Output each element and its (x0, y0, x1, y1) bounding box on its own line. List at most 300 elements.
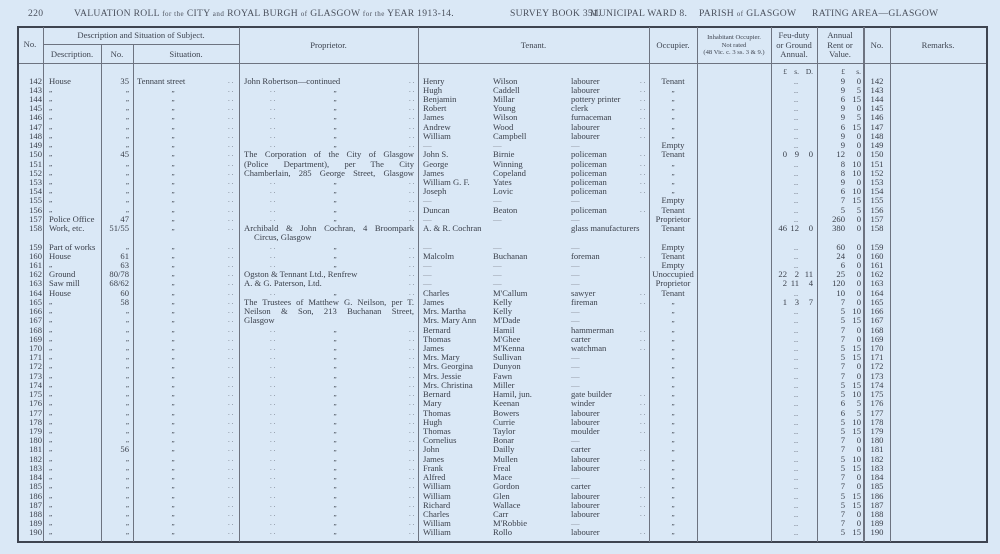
entry-number: 186 (29, 490, 42, 501)
situation: „ (171, 362, 175, 371)
street-number: „ (125, 427, 129, 435)
rent-pounds: 10 (836, 287, 845, 298)
leader-dots (228, 362, 233, 371)
leader-dots (640, 160, 645, 169)
entry-number-right: 169 (870, 333, 884, 344)
street-number: „ (125, 399, 129, 408)
rent-pounds: 6 (840, 398, 845, 409)
page-number: 220 (28, 8, 44, 19)
occupier-status: „ (671, 510, 675, 519)
description: „ (49, 177, 53, 186)
feu-duty-none: .. (793, 527, 799, 538)
tenant-occupation: carter (571, 444, 591, 455)
rent-shillings: 0 (856, 176, 861, 187)
table-top-border (17, 26, 988, 28)
tenant-surname: Mullen (493, 453, 518, 464)
street-number: „ (125, 343, 129, 352)
feu-duty-none: .. (793, 342, 799, 353)
header-no-right: No. (870, 40, 884, 50)
rent-shillings: 0 (856, 149, 861, 160)
street-number: 68/62 (109, 278, 129, 289)
entry-number: 143 (29, 84, 42, 95)
rent-pounds: 9 (840, 130, 845, 141)
header-inhabitant-occupier (697, 34, 771, 57)
occupier-status: „ (671, 491, 675, 500)
situation: „ (171, 325, 175, 334)
leader-dots (409, 279, 414, 288)
situation: „ (171, 205, 175, 214)
leader-dots (228, 123, 233, 132)
feu-duty-none: .. (793, 426, 799, 436)
tenant-first-name: George (423, 158, 449, 169)
street-number: „ (125, 454, 129, 463)
entry-number: 157 (29, 213, 42, 224)
rent-shillings: 15 (852, 121, 861, 132)
situation: „ (171, 168, 175, 177)
leader-dots (640, 390, 645, 399)
entry-number-right: 164 (870, 287, 884, 298)
title-part: YEAR 1913-14. (387, 8, 454, 19)
leader-dots (270, 418, 275, 427)
entry-number: 175 (29, 389, 42, 400)
table-row (0, 528, 1000, 537)
leader-dots (228, 344, 233, 353)
rent-shillings: 10 (852, 453, 861, 464)
tenant-surname: — (493, 241, 502, 252)
rent-pounds: 7 (840, 472, 845, 483)
header-line: (48 Vic. c. 3 ss. 3 & 9.) (703, 49, 765, 57)
entry-number-right: 167 (870, 315, 884, 326)
street-number: „ (125, 307, 129, 316)
rent-pounds: 5 (840, 352, 845, 363)
tenant-first-name: William (423, 490, 451, 501)
feu-duty-pounds: 2 (782, 278, 787, 289)
leader-dots (409, 326, 414, 335)
feu-duty-none: .. (793, 435, 799, 446)
leader-dots (409, 519, 414, 528)
leader-dots (228, 224, 233, 233)
tenant-occupation: sawyer (571, 287, 596, 298)
street-number: „ (125, 500, 129, 509)
entry-number-right: 176 (870, 398, 884, 409)
leader-dots (228, 150, 233, 159)
street-number: „ (125, 104, 129, 113)
feu-duty-shillings: 3 (794, 296, 799, 307)
leader-dots (640, 289, 645, 298)
entry-number-right: 188 (870, 509, 884, 520)
occupier-status: „ (671, 528, 675, 537)
occupier-status: „ (671, 122, 675, 131)
leader-dots (640, 113, 645, 122)
header-tenant: Tenant. (520, 40, 547, 50)
situation: „ (171, 334, 175, 343)
leader-dots (640, 418, 645, 427)
proprietor-name: „ (333, 371, 337, 380)
leader-dots (409, 409, 414, 418)
rent-pounds: 12 (836, 149, 845, 160)
proprietor-name: „ (333, 353, 337, 362)
tenant-occupation: labourer (571, 499, 600, 510)
rent-pounds: 5 (840, 499, 845, 510)
entry-number-right: 179 (870, 426, 884, 436)
feu-duty-none: .. (793, 75, 799, 86)
tenant-occupation: labourer (571, 527, 600, 538)
description: „ (49, 168, 53, 177)
leader-dots (640, 492, 645, 501)
tenant-first-name: Bernard (423, 324, 451, 335)
tenant-surname: Rollo (493, 527, 513, 538)
feu-duty-none: .. (793, 213, 799, 224)
leader-dots (228, 335, 233, 344)
occupier-status: Tenant (661, 287, 685, 298)
occupier-status: „ (671, 316, 675, 325)
leader-dots (409, 261, 414, 270)
street-number: „ (125, 187, 129, 196)
situation: „ (171, 343, 175, 352)
proprietor-name: (Police Department), per The City (244, 158, 414, 169)
tenant-occupation: gate builder (571, 389, 612, 400)
rent-shillings: 0 (856, 509, 861, 520)
title-part: for the (362, 10, 385, 18)
description: „ (49, 353, 53, 362)
proprietor-name: „ (333, 205, 337, 214)
proprietor-name: „ (333, 113, 337, 122)
tenant-first-name: Andrew (423, 121, 451, 132)
title-part: CITY (186, 8, 211, 19)
entry-number: 174 (29, 379, 42, 390)
tenant-first-name: Mrs. Christina (423, 379, 473, 390)
entry-number: 155 (29, 195, 42, 206)
leader-dots (640, 187, 645, 196)
entry-number-right: 175 (870, 389, 884, 400)
rent-shillings: 15 (852, 426, 861, 436)
entry-number: 148 (29, 130, 42, 141)
description: Saw mill (49, 278, 80, 289)
rent-shillings: 15 (852, 315, 861, 326)
leader-dots (270, 335, 275, 344)
entry-number: 171 (29, 352, 42, 363)
feu-duty-none: .. (793, 158, 799, 169)
tenant-first-name: Mrs. Mary (423, 352, 460, 363)
proprietor-name: „ (333, 399, 337, 408)
feu-duty-pounds: 46 (778, 223, 787, 234)
leader-dots (228, 160, 233, 169)
street-number: „ (125, 417, 129, 426)
header-line: Rent or (827, 39, 853, 50)
leader-dots (409, 243, 414, 252)
occupier-status: „ (671, 399, 675, 408)
description: Work, etc. (49, 223, 85, 234)
tenant-surname: — (493, 269, 502, 280)
rent-pounds: 5 (840, 416, 845, 427)
leader-dots (228, 455, 233, 464)
tenant-first-name: Charles (423, 287, 450, 298)
leader-dots (270, 123, 275, 132)
rent-shillings: 15 (852, 379, 861, 390)
situation: „ (171, 159, 175, 168)
feu-duty-none: .. (793, 103, 799, 114)
leader-dots (228, 77, 233, 86)
entry-number: 156 (29, 204, 42, 215)
tenant-first-name: Charles (423, 509, 450, 520)
feu-pence-unit: D. (805, 67, 813, 76)
feu-duty-none: .. (793, 186, 799, 197)
situation: „ (171, 270, 175, 279)
proprietor-name: The Corporation of the City of Glasgow (244, 149, 414, 160)
title-part: GLASGOW (310, 8, 361, 19)
header-divider (17, 63, 988, 64)
street-number: „ (125, 519, 129, 528)
occupier-status: „ (671, 362, 675, 371)
rent-shillings: 0 (856, 140, 861, 151)
leader-dots (640, 104, 645, 113)
leader-dots (640, 445, 645, 454)
street-number: 47 (120, 213, 129, 224)
leader-dots (409, 528, 414, 537)
situation: „ (171, 224, 175, 233)
proprietor-name: „ (333, 510, 337, 519)
rent-shillings: 15 (852, 490, 861, 501)
description: „ (49, 390, 53, 399)
leader-dots (270, 104, 275, 113)
proprietor-name: „ (333, 427, 337, 435)
entry-number: 165 (29, 296, 42, 307)
header-description-group: Description and Situation of Subject. (77, 30, 205, 40)
description: „ (49, 113, 53, 122)
leader-dots (228, 104, 233, 113)
parish-part: GLASGOW (746, 8, 797, 19)
street-number: 61 (120, 250, 129, 261)
table-bottom-border (17, 541, 988, 543)
street-number: „ (125, 463, 129, 472)
leader-dots (640, 510, 645, 519)
rent-shillings: 0 (856, 241, 861, 252)
rent-pounds: 7 (840, 370, 845, 381)
leader-dots (270, 445, 275, 454)
description: „ (49, 371, 53, 380)
occupier-status: „ (671, 343, 675, 352)
tenant-occupation: labourer (571, 509, 600, 520)
entry-number: 181 (29, 444, 42, 455)
description: Police Office (49, 213, 95, 224)
leader-dots (640, 344, 645, 353)
tenant-occupation: — (571, 518, 580, 529)
proprietor-name: „ (333, 454, 337, 463)
rent-pounds: 260 (832, 213, 845, 224)
tenant-first-name: — (423, 241, 432, 252)
rent-pounds: 8 (840, 167, 845, 178)
feu-duty-none: .. (793, 352, 799, 363)
rent-pounds: 6 (840, 407, 845, 418)
occupier-status: „ (671, 307, 675, 316)
occupier-status: „ (671, 408, 675, 417)
header-proprietor: Proprietor. (310, 40, 347, 50)
leader-dots (270, 455, 275, 464)
proprietor-name: „ (333, 445, 337, 454)
occupier-status: „ (671, 113, 675, 122)
entry-number-right: 165 (870, 296, 884, 307)
entry-number: 166 (29, 306, 42, 317)
street-number: „ (125, 390, 129, 399)
situation: „ (171, 288, 175, 297)
rent-shillings: 15 (852, 352, 861, 363)
feu-duty-none: .. (793, 93, 799, 104)
feu-duty-none: .. (793, 315, 799, 326)
tenant-surname: Wilson (493, 112, 518, 123)
rent-pounds: 5 (840, 389, 845, 400)
entry-number-right: 159 (870, 241, 884, 252)
rent-pounds: 7 (840, 324, 845, 335)
leader-dots (270, 492, 275, 501)
rent-shillings: 15 (852, 499, 861, 510)
leader-dots (640, 409, 645, 418)
feu-duty-pence: 4 (808, 278, 813, 289)
tenant-surname: Dailly (493, 444, 515, 455)
tenant-surname: Birnie (493, 149, 515, 160)
leader-dots (409, 390, 414, 399)
tenant-occupation: policeman (571, 204, 607, 215)
rent-shillings: 15 (852, 195, 861, 206)
tenant-surname: M'Robbie (493, 518, 528, 529)
header-situation: Situation. (169, 49, 203, 59)
entry-number-right: 173 (870, 370, 884, 381)
feu-duty-pence: 0 (808, 149, 813, 160)
entry-number: 163 (29, 278, 42, 289)
leader-dots (640, 455, 645, 464)
rent-pounds: 5 (840, 462, 845, 473)
tenant-first-name: James (423, 112, 445, 123)
proprietor-name: „ (333, 260, 337, 269)
leader-dots (409, 455, 414, 464)
leader-dots (409, 206, 414, 215)
situation: „ (171, 519, 175, 528)
rent-pounds: 6 (840, 121, 845, 132)
leader-dots (640, 326, 645, 335)
feu-duty-none: .. (793, 130, 799, 141)
occupier-status: „ (671, 104, 675, 113)
tenant-first-name: Mrs. Georgina (423, 361, 473, 372)
situation: „ (171, 436, 175, 445)
proprietor-name: „ (333, 242, 337, 251)
tenant-surname: Beaton (493, 204, 518, 215)
leader-dots (228, 353, 233, 362)
leader-dots (270, 95, 275, 104)
description: „ (49, 316, 53, 325)
leader-dots (228, 316, 233, 325)
leader-dots (640, 95, 645, 104)
feu-duty-pence: 7 (808, 296, 813, 307)
leader-dots (228, 482, 233, 491)
situation: „ (171, 196, 175, 205)
situation: Tennant street (137, 75, 186, 86)
rent-shillings: 10 (852, 389, 861, 400)
entry-number: 180 (29, 435, 42, 446)
tenant-occupation: — (571, 315, 580, 326)
leader-dots (270, 113, 275, 122)
tenant-surname: — (493, 259, 502, 270)
tenant-surname: Hamil, jun. (493, 389, 532, 400)
leader-dots (409, 372, 414, 381)
entry-number: 168 (29, 324, 42, 335)
situation: „ (171, 380, 175, 389)
tenant-occupation: — (571, 213, 580, 224)
tenant-first-name: — (423, 195, 432, 206)
entry-number-right: 152 (870, 167, 884, 178)
proprietor-name: Circus, Glasgow (254, 232, 312, 243)
occupier-status: „ (671, 325, 675, 334)
leader-dots (270, 464, 275, 473)
tenant-occupation: — (571, 140, 580, 151)
feu-duty-none: .. (793, 333, 799, 344)
leader-dots (228, 501, 233, 510)
rent-shillings: 5 (856, 112, 861, 123)
rent-pounds-unit: £ (841, 67, 845, 76)
entry-number: 159 (29, 241, 42, 252)
rent-pounds: 9 (840, 103, 845, 114)
entry-number: 169 (29, 333, 42, 344)
entry-number-right: 154 (870, 186, 884, 197)
proprietor-name: Neilson & Son, 213 Buchanan Street, (244, 306, 414, 317)
rent-pounds: 5 (840, 204, 845, 215)
description: „ (49, 94, 53, 103)
street-number: 60 (120, 287, 129, 298)
description: „ (49, 454, 53, 463)
header-number: No. (110, 49, 124, 59)
proprietor-name: „ (333, 196, 337, 205)
tenant-first-name: Mrs. Jessie (423, 370, 462, 381)
header-line: Value. (829, 49, 851, 59)
description: House (49, 287, 71, 298)
leader-dots (270, 427, 275, 436)
rent-shillings: 0 (856, 223, 861, 234)
tenant-surname: Dunyon (493, 361, 521, 372)
proprietor-name: „ (333, 94, 337, 103)
tenant-surname: Mace (493, 472, 513, 483)
header-description: Description. (50, 49, 94, 59)
description: „ (49, 325, 53, 334)
rent-shillings: 5 (856, 407, 861, 418)
occupier-status: „ (671, 371, 675, 380)
proprietor-name: A. & G. Paterson, Ltd. (244, 278, 322, 289)
feu-duty-none: .. (793, 121, 799, 132)
feu-duty-pounds: 22 (778, 269, 787, 280)
tenant-first-name: Thomas (423, 333, 451, 344)
entry-number-right: 149 (870, 140, 884, 151)
tenant-occupation: winder (571, 398, 595, 409)
feu-duty-none: .. (793, 84, 799, 95)
situation: „ (171, 150, 175, 159)
street-number: „ (125, 362, 129, 371)
tenant-surname: M'Dade (493, 315, 521, 326)
tenant-occupation: labourer (571, 462, 600, 473)
leader-dots (640, 132, 645, 141)
entry-number-right: 150 (870, 149, 884, 160)
tenant-first-name: Joseph (423, 186, 447, 197)
entry-number: 179 (29, 426, 42, 436)
leader-dots (270, 528, 275, 537)
street-number: „ (125, 371, 129, 380)
street-number: „ (125, 131, 129, 140)
leader-dots (270, 353, 275, 362)
feu-duty-none: .. (793, 204, 799, 215)
tenant-surname: Glen (493, 490, 510, 501)
street-number: „ (125, 353, 129, 362)
header-line: Not rated (721, 41, 747, 49)
description: „ (49, 187, 53, 196)
entry-number-right: 144 (870, 93, 884, 104)
occupier-status: „ (671, 500, 675, 509)
leader-dots (228, 418, 233, 427)
